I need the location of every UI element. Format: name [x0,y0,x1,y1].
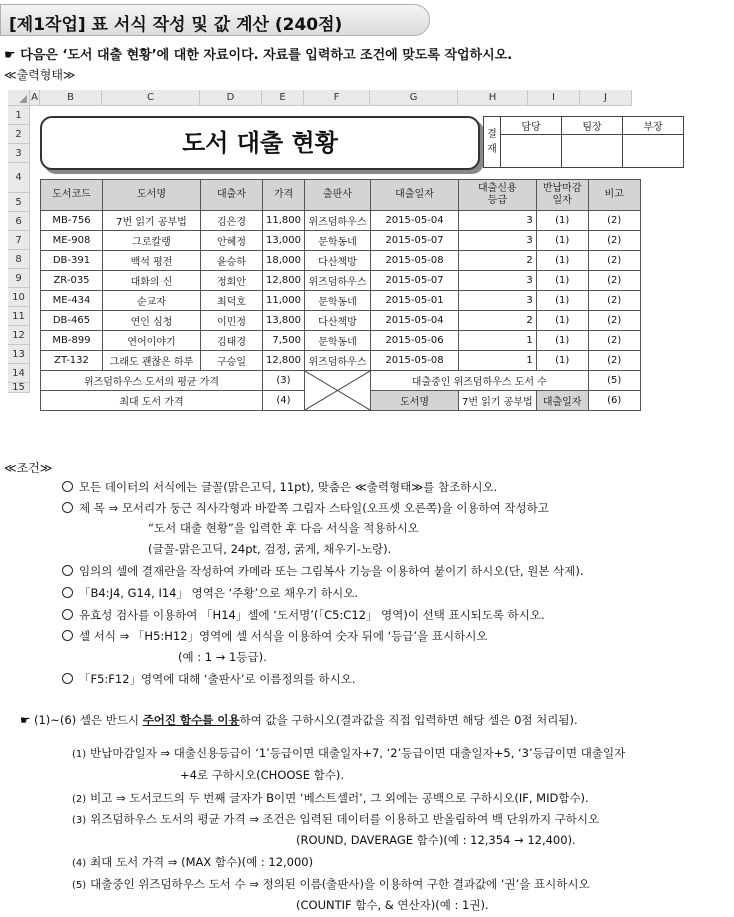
approval-side-label: 결 재 [484,117,501,168]
data-cell[interactable]: 3 [459,271,537,291]
data-cell[interactable]: 2015-05-06 [371,331,459,351]
data-cell[interactable]: ME-434 [41,291,103,311]
condition-item [62,500,549,516]
data-cell[interactable]: 문학동네 [305,331,371,351]
function-item [72,745,625,761]
data-cell[interactable]: 3 [459,211,537,231]
data-table [40,179,641,411]
header-cell: 도서코드 [41,180,103,211]
column-header-h[interactable]: H [458,90,528,106]
condition-text: 셀 서식 ⇒ 「H5:H12」영역에 셀 서식을 이용하여 숫자 뒤에 ‘등급’을 표시하시오 [79,629,488,643]
column-header-j[interactable]: J [580,90,632,106]
function-item [296,832,576,848]
condition-text: (예 : 1 → 1등급). [178,650,267,664]
circle-bullet-icon [62,673,73,684]
column-header-e[interactable]: E [262,90,304,106]
data-cell[interactable]: 다산책방 [305,311,371,331]
table-row [41,271,641,291]
approval-col-3: 부장 [623,117,684,135]
intro-sentence: 다음은 ‘도서 대출 현황’에 대한 자료이다. 자료를 입력하고 조건에 맞도록 작업하시오. [20,48,513,63]
data-cell[interactable]: 문학동네 [305,231,371,251]
table-row [41,251,641,271]
header-cell: 가격 [263,180,305,211]
table-row [41,231,641,251]
book-name-key: 도서명 [371,391,459,411]
data-cell[interactable]: (2) [588,331,640,351]
data-cell[interactable]: ZT-132 [41,351,103,371]
data-cell[interactable]: (1) [536,351,588,371]
data-cell[interactable]: 18,000 [263,251,305,271]
circle-bullet-icon [62,630,73,641]
data-cell[interactable]: 백석 평전 [103,251,201,271]
column-header-b[interactable]: B [40,90,102,106]
data-cell[interactable]: 2015-05-07 [371,231,459,251]
row-header-13[interactable]: 13 [8,345,30,364]
data-cell[interactable]: 안혜정 [201,231,263,251]
table-header-row [41,180,641,211]
max-price-value[interactable]: (4) [263,391,305,411]
condition-item [62,585,358,601]
data-cell[interactable]: 그래도 괜찮은 하루 [103,351,201,371]
circle-bullet-icon [62,502,73,513]
data-cell[interactable]: 1 [459,331,537,351]
condition-item [62,563,584,579]
header-cell: 반납마감 일자 [536,180,588,211]
approval-col-2: 팀장 [562,117,623,135]
function-item-text: 비고 ⇒ 도서코드의 두 번째 글자가 B이면 ‘베스트셀러’, 그 외에는 공백으로 구하시오(IF, MID함수). [90,791,589,805]
circle-bullet-icon [62,565,73,576]
row-header-4[interactable]: 4 [8,163,30,193]
data-cell[interactable]: 대화의 신 [103,271,201,291]
condition-item [178,649,267,665]
function-item-text: 반납마감일자 ⇒ 대출신용등급이 ‘1’등급이면 대출일자+7, ‘2’등급이면 대출일자+5, ‘3’등급이면 대출일자 [90,746,626,760]
function-item [72,811,599,827]
table-row [41,311,641,331]
data-cell[interactable]: 그로칼랭 [103,231,201,251]
circle-bullet-icon [62,609,73,620]
data-cell[interactable]: 다산책방 [305,251,371,271]
header-cell: 대출자 [201,180,263,211]
row-header-15[interactable]: 15 [8,383,30,393]
condition-text: 제 목 ⇒ 모서리가 둥근 직사각형과 바깥쪽 그림자 스타일(오프셋 오른쪽)을 이용하여 작성하고 [79,501,549,515]
function-item [72,854,313,870]
condition-text: 「F5:F12」영역에 대해 ‘출판사’로 이름정의를 하시오. [79,672,356,686]
row-header-8[interactable]: 8 [8,250,30,269]
data-cell[interactable]: 순교자 [103,291,201,311]
data-cell[interactable]: 위즈덤하우스 [305,271,371,291]
data-cell[interactable]: 1 [459,351,537,371]
data-cell[interactable]: 2015-05-01 [371,291,459,311]
row-header-6[interactable]: 6 [8,212,30,231]
loan-date-value[interactable]: (6) [588,391,640,411]
func-note-post: 하여 값을 구하시오(결과값을 직접 입력하면 해당 셀은 0점 처리됨). [239,713,578,727]
data-cell[interactable]: 김은경 [201,211,263,231]
data-cell[interactable]: (1) [536,271,588,291]
row-header-5[interactable]: 5 [8,193,30,212]
function-item-text: 위즈덤하우스 도서의 평균 가격 ⇒ 조건은 입력된 데이터를 이용하고 반올림하여 백 단위까지 구하시오 [90,812,600,826]
data-cell[interactable]: 12,800 [263,271,305,291]
section-banner [0,4,430,36]
data-cell[interactable]: 최덕호 [201,291,263,311]
table-row [41,351,641,371]
row-header-1[interactable]: 1 [8,106,30,125]
data-cell[interactable]: 7번 읽기 공부법 [103,211,201,231]
data-cell[interactable]: 위즈덤하우스 [305,211,371,231]
table-row [41,291,641,311]
condition-item [148,541,391,557]
data-cell[interactable]: 2015-05-04 [371,211,459,231]
column-header-g[interactable]: G [370,90,458,106]
data-cell[interactable]: ZR-035 [41,271,103,291]
function-item-number: (1) [72,749,87,760]
condition-item [62,607,545,623]
data-cell[interactable]: 3 [459,291,537,311]
data-cell[interactable]: (1) [536,211,588,231]
data-cell[interactable]: (2) [588,291,640,311]
data-cell[interactable]: 7,500 [263,331,305,351]
condition-text: “도서 대출 현황”을 입력한 후 다음 서식을 적용하시오 [148,521,419,535]
condition-item [148,520,419,536]
data-cell[interactable]: 13,000 [263,231,305,251]
func-note-bold: 주어진 함수를 이용 [142,713,240,727]
banner-title: [제1작업] 표 서식 작성 및 값 계산 (240점) [9,15,343,35]
column-header-c[interactable]: C [102,90,200,106]
loan-date-key: 대출일자 [536,391,588,411]
approval-sign-2[interactable] [562,135,623,168]
header-cell: 도서명 [103,180,201,211]
data-cell[interactable]: DB-465 [41,311,103,331]
column-header-d[interactable]: D [200,90,262,106]
row-header-9[interactable]: 9 [8,269,30,288]
data-cell[interactable]: 2015-05-08 [371,351,459,371]
condition-text: (글꼴-맑은고딕, 24pt, 검정, 굵게, 채우기-노랑). [148,542,392,556]
func-note-pre: (1)~(6) 셀은 반드시 [33,713,143,727]
function-item [296,897,489,913]
data-cell[interactable]: (2) [588,351,640,371]
row-header-12[interactable]: 12 [8,326,30,345]
function-item-text: 대출중인 위즈덤하우스 도서 수 ⇒ 정의된 이름(출판사)을 이용하여 구한 결과값에 ‘권’을 표시하시오 [90,877,590,891]
circle-bullet-icon [62,587,73,598]
circle-bullet-icon [62,481,73,492]
data-cell[interactable]: DB-391 [41,251,103,271]
data-cell[interactable]: (1) [536,231,588,251]
data-cell[interactable]: (2) [588,311,640,331]
data-cell[interactable]: 2015-05-07 [371,271,459,291]
crossed-empty-cell [305,371,371,411]
data-cell[interactable]: 2015-05-08 [371,251,459,271]
function-item-number: (2) [72,794,87,805]
row-header-3[interactable]: 3 [8,144,30,163]
data-cell[interactable]: 11,000 [263,291,305,311]
condition-text: 모든 데이터의 서식에는 글꼴(맑은고딕, 11pt), 맞춤은 ≪출력형태≫를 참조하시오. [79,480,498,494]
function-item-number: (3) [72,815,87,826]
table-row [41,211,641,231]
pointing-hand-icon: ☛ [20,713,31,727]
function-item-number: (4) [72,858,87,869]
output-form-label: ≪출력형태≫ [4,68,76,82]
select-all-corner[interactable] [8,90,30,106]
function-item-text: 최대 도서 가격 ⇒ (MAX 함수)(예 : 12,000) [90,855,314,869]
data-cell[interactable]: MB-756 [41,211,103,231]
data-cell[interactable]: MB-899 [41,331,103,351]
data-cell[interactable]: 2 [459,251,537,271]
data-cell[interactable]: 12,800 [263,351,305,371]
approval-table [483,116,684,168]
pointing-hand-icon: ☛ [4,48,16,63]
data-cell[interactable]: (1) [536,251,588,271]
data-cell[interactable]: 정회안 [201,271,263,291]
data-cell[interactable]: 3 [459,231,537,251]
data-cell[interactable]: 13,800 [263,311,305,331]
row-header-2[interactable]: 2 [8,125,30,144]
max-price-label: 최대 도서 가격 [41,391,263,411]
data-cell[interactable]: 연인 심청 [103,311,201,331]
data-cell[interactable]: 2 [459,311,537,331]
data-cell[interactable]: 연어이야기 [103,331,201,351]
avg-price-value[interactable]: (3) [263,371,305,391]
column-header-a[interactable]: A [30,90,40,106]
condition-text: 임의의 셀에 결재란을 작성하여 카메라 또는 그림복사 기능을 이용하여 붙이기 하시오(단, 원본 삭제). [79,564,584,578]
data-cell[interactable]: ME-908 [41,231,103,251]
condition-text: 「B4:J4, G14, I14」 영역은 ‘주황’으로 채우기 하시오. [79,586,358,600]
conditions-title: ≪조건≫ [4,461,53,475]
header-cell: 대출일자 [371,180,459,211]
data-cell[interactable]: (2) [588,271,640,291]
function-item [72,876,590,892]
function-item-text: (COUNTIF 함수, & 연산자)(예 : 1권). [296,898,489,912]
data-cell[interactable]: 김태경 [201,331,263,351]
data-cell[interactable]: (2) [588,211,640,231]
condition-item [62,628,487,644]
column-header-i[interactable]: I [528,90,580,106]
condition-text: 유효성 검사를 이용하여 「H14」셀에 ‘도서명’(「C5:C12」 영역)이 선택 표시되도록 하시오. [79,608,545,622]
data-cell[interactable]: 11,800 [263,211,305,231]
table-row [41,331,641,351]
data-cell[interactable]: 문학동네 [305,291,371,311]
data-cell[interactable]: 윤승하 [201,251,263,271]
data-cell[interactable]: (2) [588,231,640,251]
condition-item [62,671,356,687]
header-cell: 출판사 [305,180,371,211]
data-cell[interactable]: 위즈덤하우스 [305,351,371,371]
column-header-f[interactable]: F [304,90,370,106]
intro-text [4,44,512,63]
data-cell[interactable]: 이민정 [201,311,263,331]
cross-lines-icon [305,371,370,410]
row-header-10[interactable]: 10 [8,288,30,307]
condition-item [62,479,497,495]
wisdom-count-label: 대출중인 위즈덤하우스 도서 수 [371,371,589,391]
function-item [72,790,589,806]
approval-sign-3[interactable] [623,135,684,168]
data-cell[interactable]: 구승일 [201,351,263,371]
row-header-14[interactable]: 14 [8,364,30,383]
function-item-text: (ROUND, DAVERAGE 함수)(예 : 12,354 → 12,400). [296,833,576,847]
row-header-7[interactable]: 7 [8,231,30,250]
function-item-number: (5) [72,880,87,891]
data-cell[interactable]: (1) [536,311,588,331]
data-cell[interactable]: 2015-05-04 [371,311,459,331]
function-item-text: +4로 구하시오(CHOOSE 함수). [180,768,345,782]
summary-row-13 [41,371,641,391]
row-header-11[interactable]: 11 [8,307,30,326]
data-cell[interactable]: (1) [536,331,588,351]
header-cell: 비고 [588,180,640,211]
approval-col-1: 담당 [501,117,562,135]
header-cell: 대출신용 등급 [459,180,537,211]
book-name-select[interactable]: 7번 읽기 공부법 [459,391,537,411]
function-note [20,712,578,728]
sheet-title-box: 도서 대출 현황 [40,116,480,170]
avg-price-label: 위즈덤하우스 도서의 평균 가격 [41,371,263,391]
data-cell[interactable]: (2) [588,251,640,271]
spreadsheet [8,90,710,442]
wisdom-count-value[interactable]: (5) [588,371,640,391]
function-item [180,767,344,783]
approval-sign-1[interactable] [501,135,562,168]
data-cell[interactable]: (1) [536,291,588,311]
